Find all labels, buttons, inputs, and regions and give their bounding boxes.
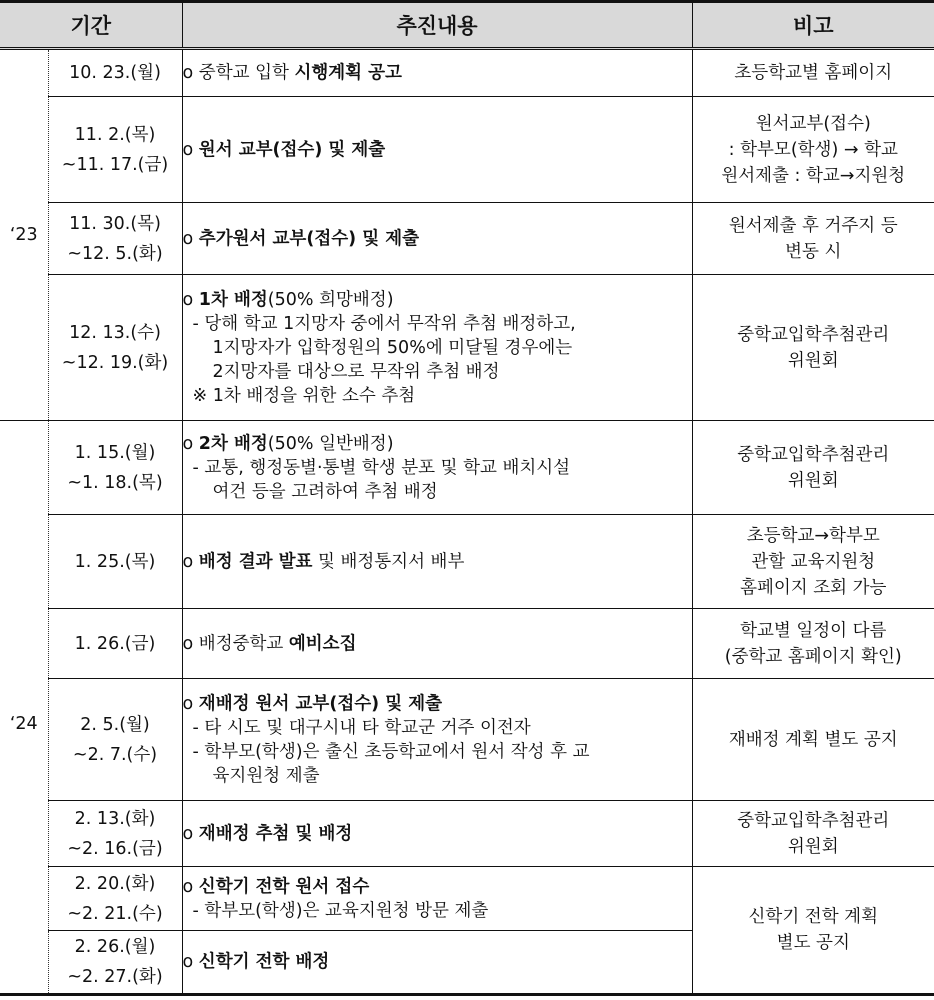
content-cell: o 원서 교부(접수) 및 제출: [182, 97, 692, 203]
table-row: [0, 867, 934, 931]
content-cell: o 중학교 입학 시행계획 공고: [182, 49, 692, 97]
header-note: 비고: [692, 2, 934, 49]
period-cell: 1. 26.(금): [48, 609, 182, 679]
content-cell: o 1차 배정(50% 희망배정) - 당해 학교 1지망자 중에서 무작위 추첨 배정하고, 1지망자가 입학정원의 50%에 미달될 경우에는 2지망자를 대상으로 무작위 추첨 배정 ※ 1차 배정을 위한 소수 추첨: [182, 275, 692, 421]
note-cell: 재배정 계획 별도 공지: [692, 679, 934, 801]
table-row: [0, 801, 934, 867]
header-content: 추진내용: [182, 2, 692, 49]
content-cell: o 추가원서 교부(접수) 및 제출: [182, 203, 692, 275]
table-row: [0, 97, 934, 203]
note-cell: 신학기 전학 계획 별도 공지: [692, 867, 934, 995]
period-cell: 1. 15.(월) ~1. 18.(목): [48, 421, 182, 515]
year-2023: ‘23: [0, 49, 48, 421]
table-row: [0, 421, 934, 515]
table-row: [0, 679, 934, 801]
table-row: [0, 203, 934, 275]
table-row: [0, 609, 934, 679]
content-cell: o 배정 결과 발표 및 배정통지서 배부: [182, 515, 692, 609]
note-cell: 원서교부(접수) : 학부모(학생) → 학교 원서제출 : 학교→지원청: [692, 97, 934, 203]
note-cell: 학교별 일정이 다름 (중학교 홈페이지 확인): [692, 609, 934, 679]
period-cell: 2. 13.(화) ~2. 16.(금): [48, 801, 182, 867]
note-cell: 초등학교별 홈페이지: [692, 49, 934, 97]
note-cell: 원서제출 후 거주지 등 변동 시: [692, 203, 934, 275]
period-cell: 10. 23.(월): [48, 49, 182, 97]
year-2024: ‘24: [0, 421, 48, 995]
header-period: 기간: [0, 2, 182, 49]
content-cell: o 재배정 추첨 및 배정: [182, 801, 692, 867]
period-cell: 1. 25.(목): [48, 515, 182, 609]
period-cell: 2. 26.(월) ~2. 27.(화): [48, 931, 182, 995]
table-row: [0, 275, 934, 421]
period-cell: 11. 2.(목) ~11. 17.(금): [48, 97, 182, 203]
content-cell: o 신학기 전학 배정: [182, 931, 692, 995]
note-cell: 초등학교→학부모 관할 교육지원청 홈페이지 조회 가능: [692, 515, 934, 609]
table-row: [0, 49, 934, 97]
content-cell: o 2차 배정(50% 일반배정) - 교통, 행정동별·통별 학생 분포 및 학교 배치시설 여건 등을 고려하여 추첨 배정: [182, 421, 692, 515]
content-cell: o 재배정 원서 교부(접수) 및 제출 - 타 시도 및 대구시내 타 학교군 거주 이전자 - 학부모(학생)은 출신 초등학교에서 원서 작성 후 교 육지원청 제출: [182, 679, 692, 801]
period-cell: 2. 20.(화) ~2. 21.(수): [48, 867, 182, 931]
note-cell: 중학교입학추첨관리 위원회: [692, 421, 934, 515]
table-row: [0, 515, 934, 609]
content-cell: o 신학기 전학 원서 접수 - 학부모(학생)은 교육지원청 방문 제출: [182, 867, 692, 931]
note-cell: 중학교입학추첨관리 위원회: [692, 801, 934, 867]
content-cell: o 배정중학교 예비소집: [182, 609, 692, 679]
header-row: [0, 2, 934, 49]
period-cell: 11. 30.(목) ~12. 5.(화): [48, 203, 182, 275]
period-cell: 12. 13.(수) ~12. 19.(화): [48, 275, 182, 421]
note-cell: 중학교입학추첨관리 위원회: [692, 275, 934, 421]
period-cell: 2. 5.(월) ~2. 7.(수): [48, 679, 182, 801]
